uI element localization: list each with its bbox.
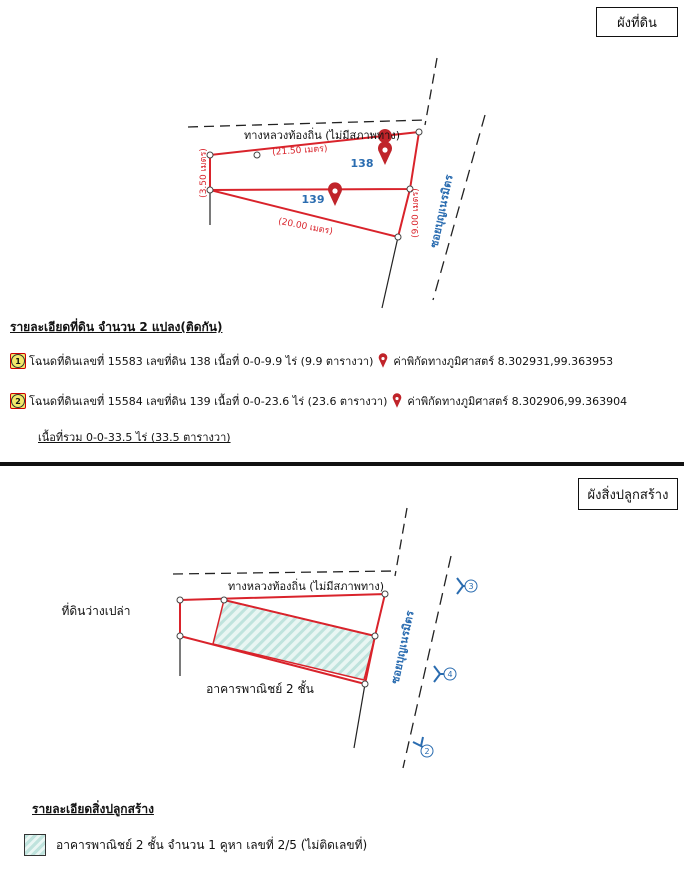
building-plan-diagram bbox=[0, 466, 684, 786]
land-plan-title: ผังที่ดิน bbox=[596, 7, 678, 37]
side-road-label: ซอยบุญเนรมิตร bbox=[388, 609, 417, 685]
item-number-badge: 1 bbox=[10, 353, 26, 369]
dim-bottom-label: (20.00 เมตร) bbox=[277, 216, 334, 238]
photo-direction-marker bbox=[457, 578, 477, 594]
hatch-swatch bbox=[24, 834, 46, 856]
total-area-text: เนื้อที่รวม 0-0-33.5 ไร่ (33.5 ตารางวา) bbox=[38, 431, 231, 444]
building-plan-section bbox=[0, 466, 684, 886]
building-details-heading: รายละเอียดสิ่งปลูกสร้าง bbox=[32, 802, 154, 816]
road-label: ทางหลวงท้องถิ่น (ไม่มีสภาพทาง) bbox=[243, 129, 401, 142]
survey-point bbox=[177, 633, 183, 639]
photo-direction-marker bbox=[434, 666, 456, 682]
land-item-row bbox=[10, 392, 627, 410]
survey-point bbox=[254, 152, 260, 158]
coordinate-label: ค่าพิกัดทางภูมิศาสตร์ 8.302906,99.363904 bbox=[407, 395, 628, 408]
coordinate-label: ค่าพิกัดทางภูมิศาสตร์ 8.302931,99.363953 bbox=[393, 355, 614, 368]
land-item-text: โฉนดที่ดินเลขที่ 15583 เลขที่ดิน 138 เนื้อที่ 0-0-9.9 ไร่ (9.9 ตารางวา) bbox=[29, 355, 374, 368]
photo-direction-marker bbox=[413, 737, 433, 757]
vacant-land-label: ที่ดินว่างเปล่า bbox=[61, 604, 131, 618]
survey-point bbox=[372, 633, 378, 639]
land-details-heading: รายละเอียดที่ดิน จำนวน 2 แปลง(ติดกัน) bbox=[10, 320, 223, 334]
boundary-stub bbox=[354, 684, 365, 748]
commercial-building-footprint bbox=[213, 600, 375, 680]
boundary-stub bbox=[382, 237, 398, 308]
survey-point bbox=[395, 234, 401, 240]
road-label: ทางหลวงท้องถิ่น (ไม่มีสภาพทาง) bbox=[227, 580, 385, 593]
side-road-label: ซอยบุญเนรมิตร bbox=[427, 173, 456, 249]
road-edge-line bbox=[425, 58, 437, 125]
parcel-number-139: 139 bbox=[301, 193, 325, 206]
legend-text: อาคารพาณิชย์ 2 ชั้น จำนวน 1 คูหา เลขที่ 2/5 (ไม่ติดเลขที่) bbox=[56, 837, 368, 852]
road-edge-line bbox=[395, 508, 407, 576]
survey-point bbox=[221, 597, 227, 603]
road-edge-line bbox=[173, 571, 395, 574]
survey-point bbox=[362, 681, 368, 687]
side-road-edge-line bbox=[403, 556, 451, 768]
svg-text:4: 4 bbox=[447, 670, 453, 679]
pin-icon bbox=[328, 182, 342, 206]
building-plan-title: ผังสิ่งปลูกสร้าง bbox=[578, 478, 678, 510]
survey-point bbox=[416, 129, 422, 135]
dim-top-label: (21.50 เมตร) bbox=[271, 144, 328, 158]
item-number-badge: 2 bbox=[10, 393, 26, 409]
pin-icon bbox=[376, 353, 390, 369]
legend-row bbox=[24, 834, 367, 856]
road-edge-line bbox=[188, 120, 425, 127]
land-item-row bbox=[10, 352, 613, 370]
svg-text:3: 3 bbox=[468, 582, 474, 591]
land-item-text: โฉนดที่ดินเลขที่ 15584 เลขที่ดิน 139 เนื้อที่ 0-0-23.6 ไร่ (23.6 ตารางวา) bbox=[29, 395, 388, 408]
svg-text:2: 2 bbox=[424, 747, 430, 756]
dim-left-label: (3.50 เมตร) bbox=[199, 148, 209, 198]
pin-icon bbox=[390, 393, 404, 409]
land-plan-diagram bbox=[0, 0, 684, 330]
parcel-number-138: 138 bbox=[350, 157, 374, 170]
survey-point bbox=[177, 597, 183, 603]
dim-right-label: (9.00 เมตร) bbox=[411, 188, 421, 238]
building-label: อาคารพาณิชย์ 2 ชั้น bbox=[206, 682, 314, 696]
